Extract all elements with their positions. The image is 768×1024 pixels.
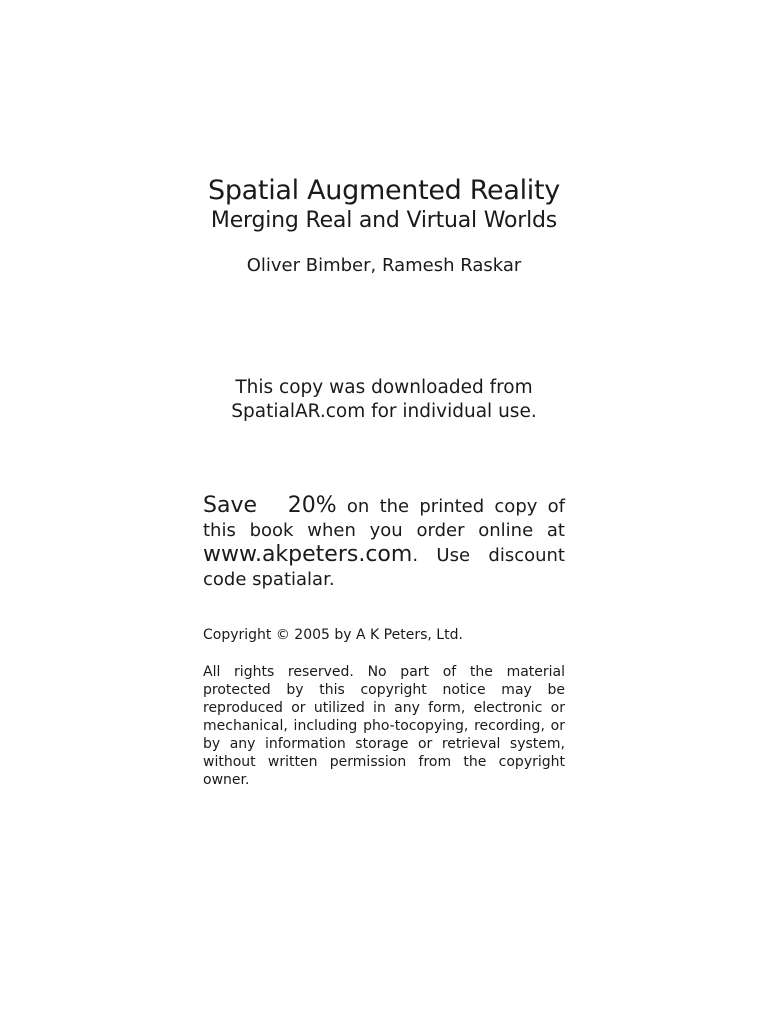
title-block	[0, 174, 768, 234]
book-title: Spatial Augmented Reality	[208, 175, 560, 206]
copyright-notice: Copyright © 2005 by A K Peters, Ltd.	[203, 627, 463, 643]
publisher-url: www.akpeters.com	[203, 542, 413, 567]
download-note	[0, 376, 768, 424]
book-subtitle: Merging Real and Virtual Worlds	[210, 208, 558, 233]
promo-text-2: . Use discount code spatialar.	[203, 545, 565, 590]
download-note-line-1: This copy was downloaded from	[235, 377, 533, 398]
discount-percent: 20%	[287, 493, 337, 518]
download-note-line-2: SpatialAR.com for individual use.	[231, 401, 537, 422]
save-label: Save	[203, 493, 258, 518]
discount-promo	[203, 494, 565, 592]
promo-text-1: on the printed copy of this book when you order online at	[203, 496, 565, 541]
book-authors: Oliver Bimber, Ramesh Raskar	[246, 255, 522, 276]
rights-statement: All rights reserved. No part of the material protected by this copyright notice may be reproduced or utilized in any form, electronic or mechanical, including pho-tocopying, recording, or by any information storage or retrieval system, without written permission from the copyright owner.	[203, 664, 565, 788]
